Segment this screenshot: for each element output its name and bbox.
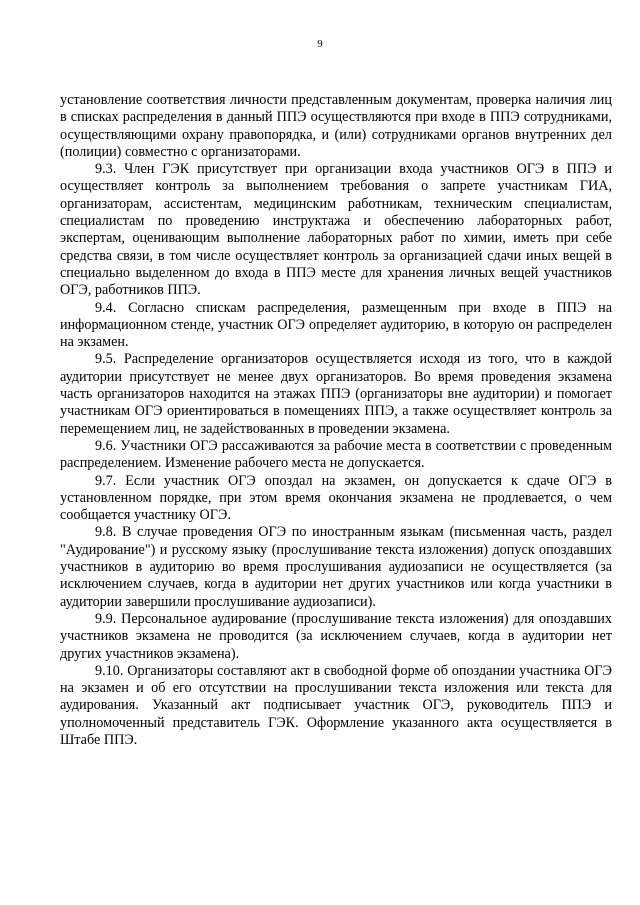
paragraph-9-5: 9.5. Распределение организаторов осуществляется исходя из того, что в каждой аудитории присутствует не менее двух организаторов. Во время проведения экзамена часть организаторов находится на этажах ППЭ (организаторы вне аудитории) и помогает участникам ОГЭ ориентироваться в помещениях ППЭ, а также осуществляет контроль за перемещением лиц, не задействованных в проведении экзамена. (60, 351, 612, 437)
paragraph-9-3: 9.3. Член ГЭК присутствует при организации входа участников ОГЭ в ППЭ и осуществляет контроль за выполнением требования о запрете участникам ГИА, организаторам, ассистентам, медицинским работникам, техническим специалистам, специалистам по проведению инструктажа и обеспечению лабораторных работ, экспертам, оценивающим выполнение лабораторных работ по химии, иметь при себе средства связи, в том числе осуществляет контроль за организацией сдачи иных вещей в специально выделенном до входа в ППЭ месте для хранения личных вещей участников ОГЭ, работников ППЭ. (60, 161, 612, 299)
paragraph-9-6: 9.6. Участники ОГЭ рассаживаются за рабочие места в соответствии с проведенным распределением. Изменение рабочего места не допускается. (60, 437, 612, 472)
page-number: 9 (317, 38, 323, 50)
paragraph-9-8: 9.8. В случае проведения ОГЭ по иностранным языкам (письменная часть, раздел "Аудирование") и русскому языку (прослушивание текста изложения) допуск опоздавших участников в аудиторию во время прослушивания аудиозаписи не осуществляется (за исключением случаев, когда в аудитории нет других участников или когда участники в аудитории завершили прослушивание аудиозаписи). (60, 524, 612, 610)
paragraph-9-7: 9.7. Если участник ОГЭ опоздал на экзамен, он допускается к сдаче ОГЭ в установленном порядке, при этом время окончания экзамена не продлевается, о чем сообщается участнику ОГЭ. (60, 472, 612, 524)
paragraph-9-10: 9.10. Организаторы составляют акт в свободной форме об опоздании участника ОГЭ на экзамен и об его отсутствии на прослушивании текста изложения или текста для аудирования. Указанный акт подписывает участник ОГЭ, руководитель ППЭ и уполномоченный представитель ГЭК. Оформление указанного акта осуществляется в Штабе ППЭ. (60, 662, 612, 748)
paragraph-continuation: установление соответствия личности представленным документам, проверка наличия лиц в списках распределения в данный ППЭ осуществляются при входе в ППЭ сотрудниками, осуществляющими охрану правопорядка, и (или) сотрудниками органов внутренних дел (полиции) совместно с организаторами. (60, 92, 612, 160)
paragraph-9-9: 9.9. Персональное аудирование (прослушивание текста изложения) для опоздавших участников экзамена не проводится (за исключением случаев, когда в аудитории нет других участников экзамена). (60, 610, 612, 662)
document-body (60, 92, 612, 749)
paragraph-9-4: 9.4. Согласно спискам распределения, размещенным при входе в ППЭ на информационном стенде, участник ОГЭ определяет аудиторию, в которую он распределен на экзамен. (60, 299, 612, 351)
